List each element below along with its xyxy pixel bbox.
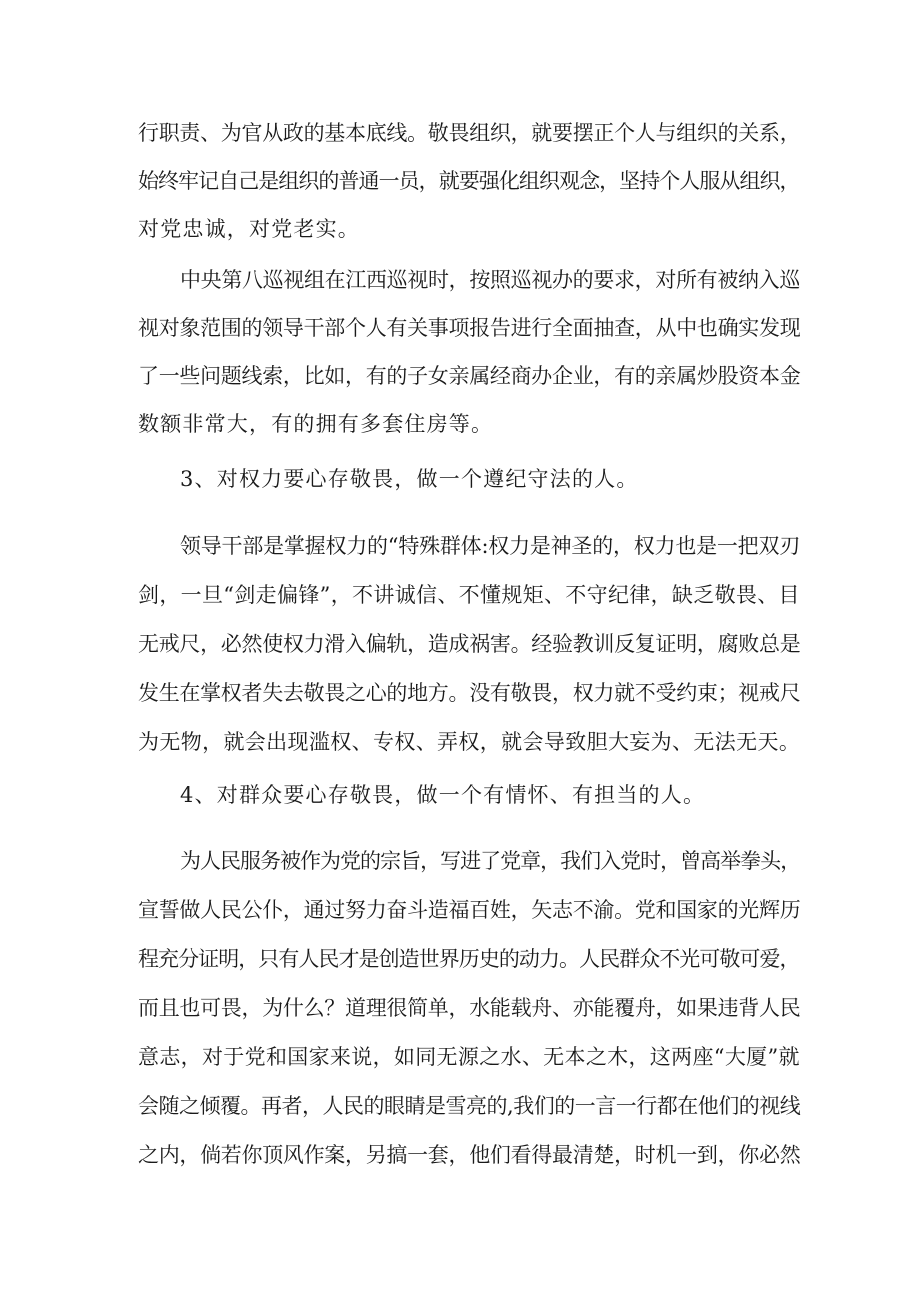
section-heading-3: 3、对权力要心存敬畏，做一个遵纪守法的人。: [180, 467, 639, 491]
paragraph-1-line-2: 始终牢记自己是组织的普通一员，就要强化组织观念，坚持个人服从组织，: [138, 169, 800, 193]
paragraph-6-line-3: 程充分证明，只有人民才是创造世界历史的动力。人民群众不光可敬可爱，: [138, 947, 800, 971]
paragraph-6-line-2: 宣誓做人民公仆，通过努力奋斗造福百姓，矢志不渝。党和国家的光辉历: [138, 898, 801, 922]
paragraph-4-line-2: 剑，一旦“剑走偏锋”，不讲诚信、不懂规矩、不守纪律，缺乏敬畏、目: [138, 583, 800, 607]
paragraph-2-line-3: 了一些问题线索，比如，有的子女亲属经商办企业，有的亲属炒股资本金: [138, 364, 801, 388]
paragraph-6-line-6: 会随之倾覆。再者，人民的眼睛是雪亮的,我们的一言一行都在他们的视线: [138, 1094, 801, 1118]
paragraph-6-line-5: 意志，对于党和国家来说，如同无源之水、无本之木，这两座“大厦”就: [138, 1045, 800, 1069]
paragraph-4-line-4: 发生在掌权者失去敬畏之心的地方。没有敬畏，权力就不受约束；视戒尺: [138, 681, 801, 705]
paragraph-1-line-1: 行职责、为官从政的基本底线。敬畏组织，就要摆正个人与组织的关系，: [138, 121, 801, 145]
paragraph-2-line-4: 数额非常大，有的拥有多套住房等。: [138, 412, 494, 436]
paragraph-2-line-1: 中央第八巡视组在江西巡视时，按照巡视办的要求，对所有被纳入巡: [180, 268, 800, 292]
paragraph-1-line-3: 对党忠诚，对党老实。: [138, 217, 360, 241]
paragraph-4-line-5: 为无物，就会出现滥权、专权、弄权，就会导致胆大妄为、无法无天。: [138, 730, 801, 754]
paragraph-2-line-2: 视对象范围的领导干部个人有关事项报告进行全面抽查，从中也确实发现: [138, 316, 801, 340]
paragraph-6-line-7: 之内，倘若你顶风作案，另搞一套，他们看得最清楚，时机一到，你必然: [138, 1143, 801, 1167]
paragraph-6-line-1: 为人民服务被作为党的宗旨，写进了党章，我们入党时，曾高举拳头，: [180, 849, 801, 873]
paragraph-4-line-1: 领导干部是掌握权力的“特殊群体:权力是神圣的，权力也是一把双刃: [180, 534, 801, 558]
paragraph-6-line-4: 而且也可畏，为什么？道理很简单，水能载舟、亦能覆舟，如果违背人民: [138, 996, 801, 1020]
section-heading-4: 4、对群众要心存敬畏，做一个有情怀、有担当的人。: [180, 783, 706, 807]
paragraph-4-line-3: 无戒尺，必然使权力滑入偏轨，造成祸害。经验教训反复证明，腐败总是: [138, 632, 801, 656]
